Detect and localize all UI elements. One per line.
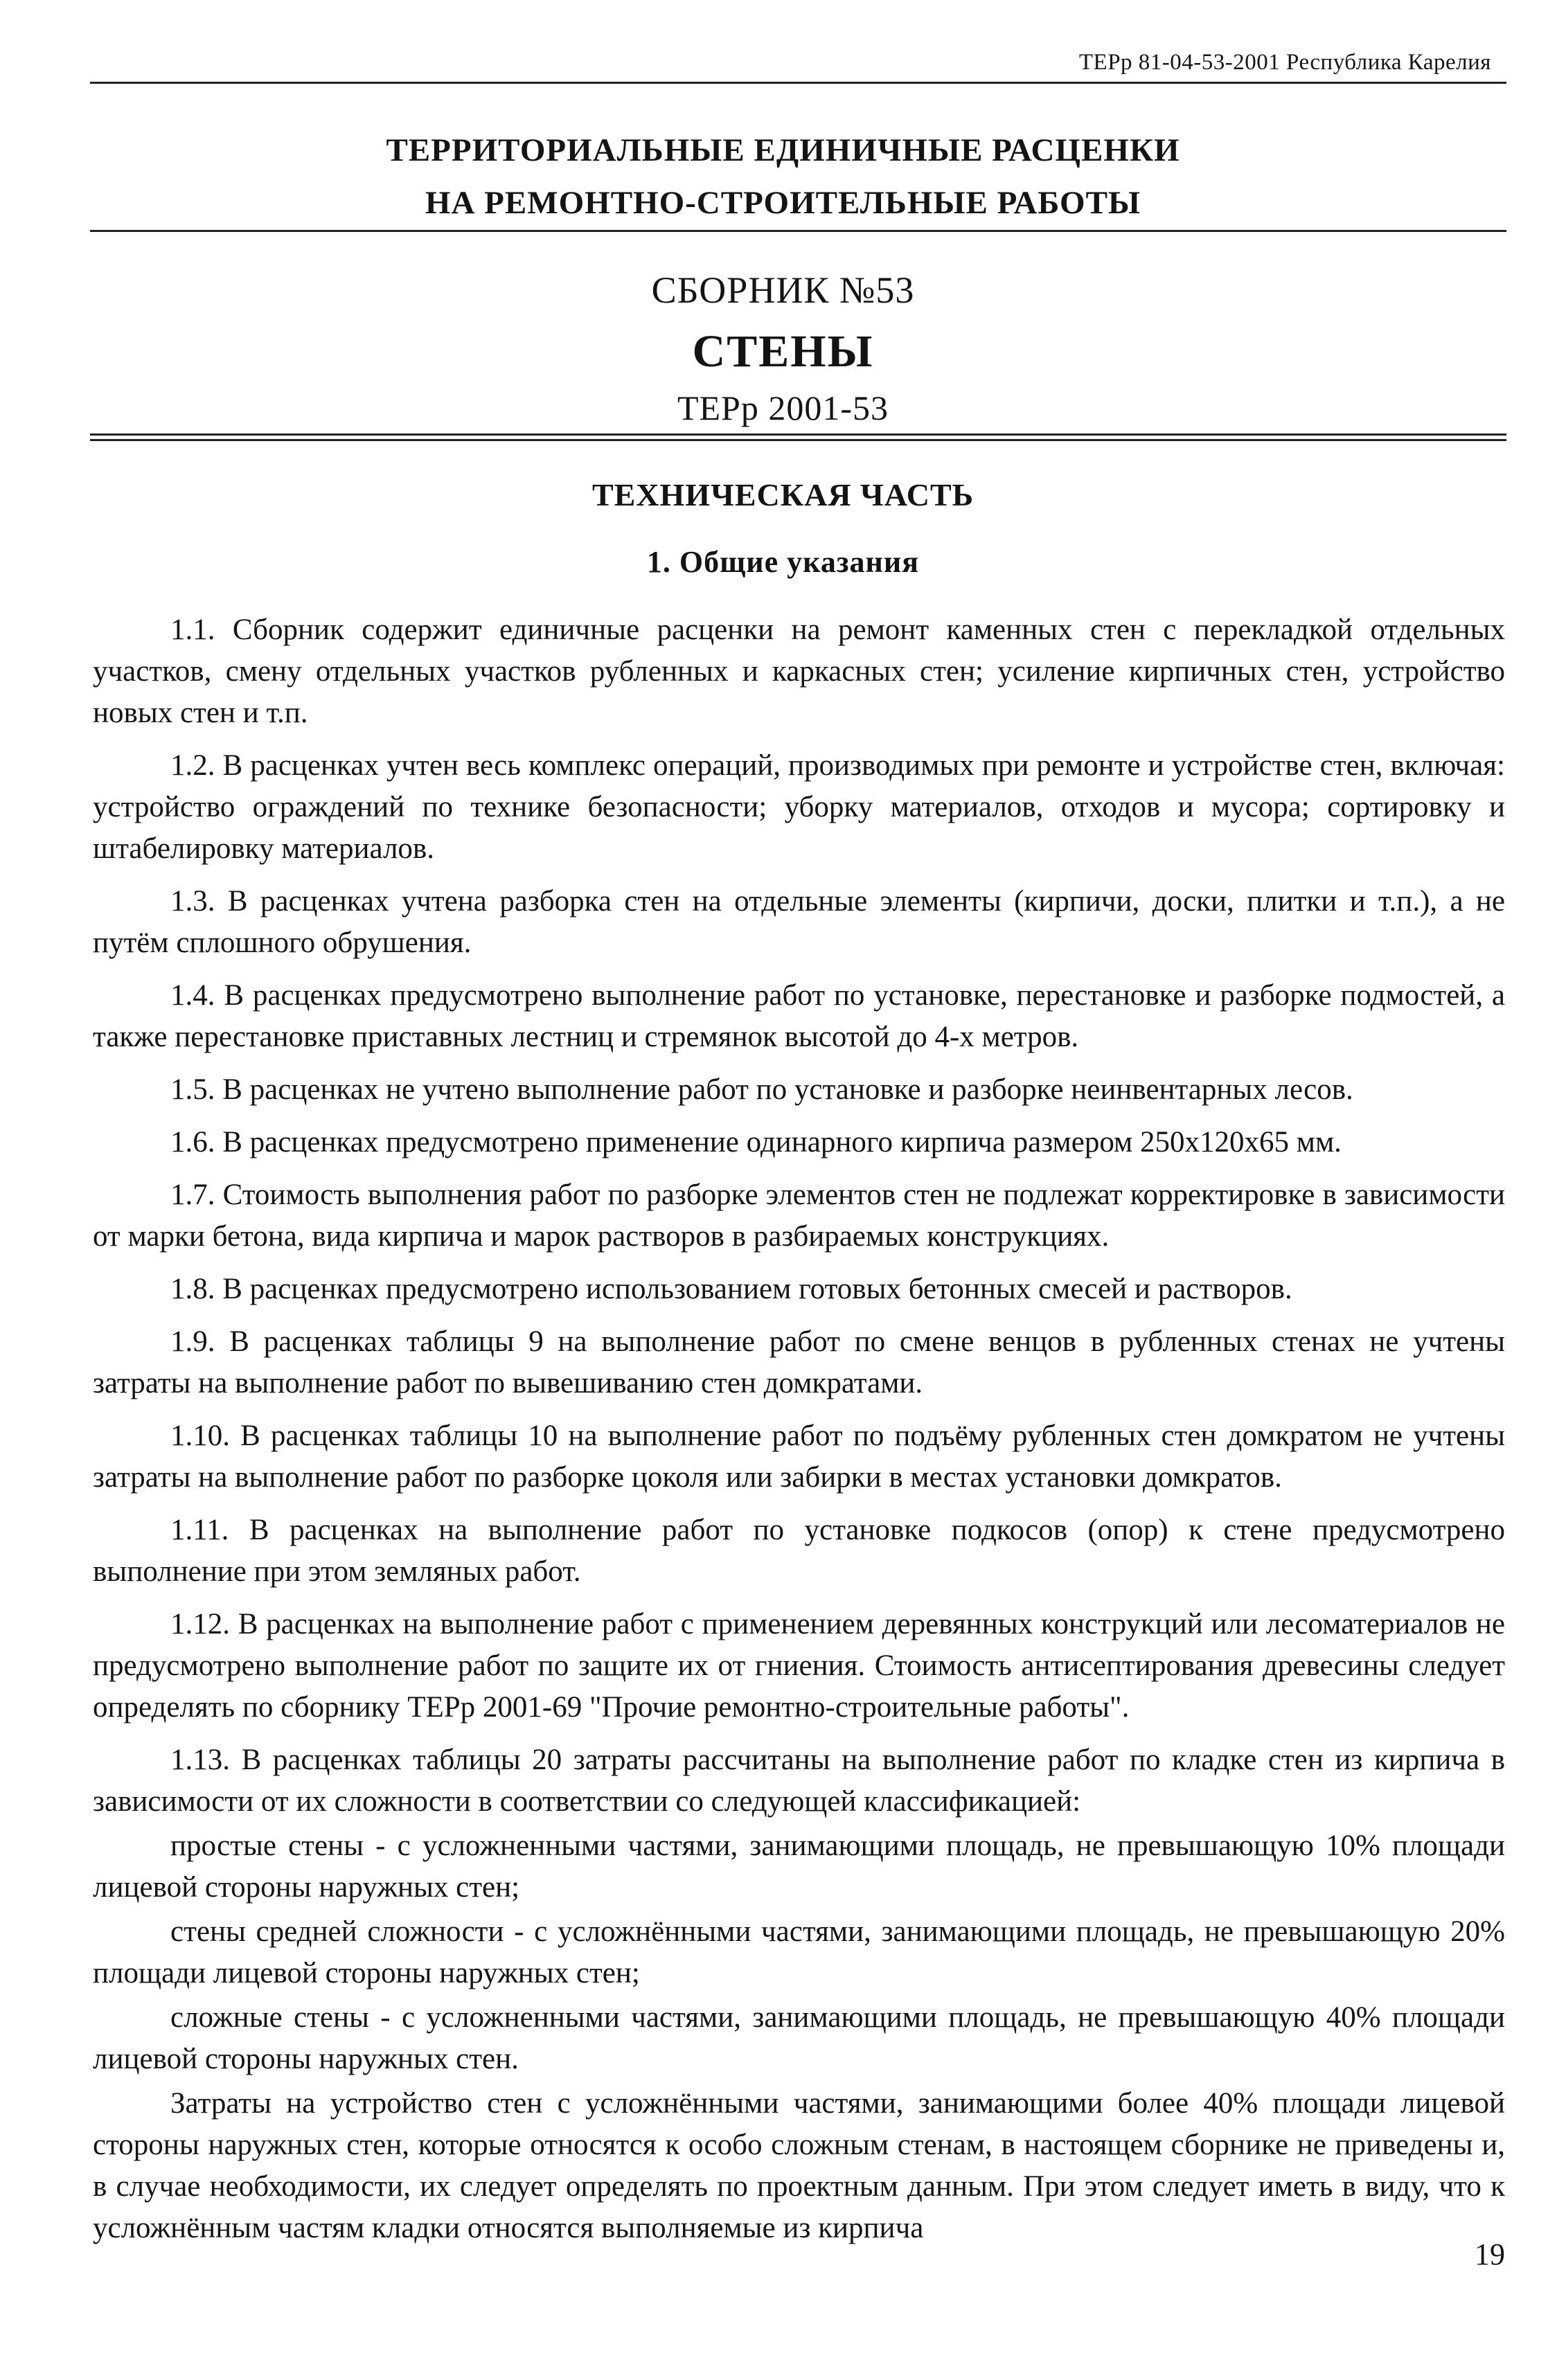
section-title: 1. Общие указания	[646, 545, 920, 579]
collection-number: СБОРНИК №53	[651, 269, 915, 311]
paragraph: 1.8. В расценках предусмотрено использованием готовых бетонных смесей и растворов.	[170, 1273, 1292, 1305]
header-rule	[90, 82, 1506, 84]
paragraph: 1.1. Сборник содержит единичные расценки на ремонт каменных стен с перекладкой отдельных участков, смену отдельных участков рубленных и каркасных стен; усиление кирпичных стен, устройство новых стен и т.п.	[93, 614, 1505, 729]
running-header: ТЕРр 81-04-53-2001 Республика Карелия	[1078, 50, 1491, 75]
paragraph: 1.2. В расценках учтен весь комплекс операций, производимых при ремонте и устройстве стен, включая: устройство ограждений по технике безопасности; уборку материалов, отходов и мусора; сортировку и штабелировку материалов.	[93, 749, 1505, 865]
body-text	[93, 609, 1505, 2249]
document-title-line-1: ТЕРРИТОРИАЛЬНЫЕ ЕДИНИЧНЫЕ РАСЦЕНКИ	[386, 132, 1180, 168]
paragraph: 1.9. В расценках таблицы 9 на выполнение работ по смене венцов в рубленных стенах не учтены затраты на выполнение работ по вывешиванию стен домкратами.	[93, 1325, 1505, 1399]
classification-item: простые стены - с усложненными частями, занимающими площадь, не превышающую 10% площади лицевой стороны наружных стен;	[93, 1829, 1505, 1904]
paragraph: 1.6. В расценках предусмотрено применение одинарного кирпича размером 250х120х65 мм.	[170, 1126, 1342, 1158]
paragraph: 1.11. В расценках на выполнение работ по установке подкосов (опор) к стене предусмотрено выполнение при этом земляных работ.	[93, 1514, 1505, 1588]
document-title-line-2: НА РЕМОНТНО-СТРОИТЕЛЬНЫЕ РАБОТЫ	[425, 185, 1141, 221]
paragraph: 1.10. В расценках таблицы 10 на выполнение работ по подъёму рубленных стен домкратом не учтены затраты на выполнение работ по разборке цоколя или забирки в местах установки домкратов.	[93, 1420, 1505, 1494]
part-title: ТЕХНИЧЕСКАЯ ЧАСТЬ	[591, 477, 975, 512]
collection-subject: СТЕНЫ	[692, 326, 874, 377]
paragraph: Затраты на устройство стен с усложнёнными частями, занимающими более 40% площади лицевой стороны наружных стен, которые относятся к особо сложным стенам, в настоящем сборнике не приведены и, в случае необходимости, их следует определять по проектным данным. При этом следует иметь в виду, что к усложнённым частям кладки относятся выполняемые из кирпича	[93, 2087, 1505, 2244]
paragraph: 1.4. В расценках предусмотрено выполнение работ по установке, перестановке и разборке подмостей, а также перестановке приставных лестниц и стремянок высотой до 4-х метров.	[93, 979, 1505, 1053]
paragraph: 1.7. Стоимость выполнения работ по разборке элементов стен не подлежат корректировке в зависимости от марки бетона, вида кирпича и марок растворов в разбираемых конструкциях.	[93, 1179, 1505, 1253]
collection-code: ТЕРр 2001-53	[677, 388, 889, 427]
paragraph: 1.3. В расценках учтена разборка стен на отдельные элементы (кирпичи, доски, плитки и т.п.), а не путём сплошного обрушения.	[93, 885, 1505, 959]
paragraph: 1.5. В расценках не учтено выполнение работ по установке и разборке неинвентарных лесов.	[170, 1073, 1353, 1106]
code-double-rule	[90, 433, 1506, 436]
page-number: 19	[1475, 2237, 1505, 2271]
paragraph: 1.13. В расценках таблицы 20 затраты рассчитаны на выполнение работ по кладке стен из кирпича в зависимости от их сложности в соответствии со следующей классификацией:	[93, 1744, 1505, 1818]
title-rule	[90, 230, 1506, 232]
classification-item: стены средней сложности - с усложнёнными частями, занимающими площадь, не превышающую 20% площади лицевой стороны наружных стен;	[93, 1915, 1505, 1989]
classification-item: сложные стены - с усложненными частями, занимающими площадь, не превышающую 40% площади лицевой стороны наружных стен.	[93, 2001, 1505, 2075]
paragraph: 1.12. В расценках на выполнение работ с применением деревянных конструкций или лесоматериалов не предусмотрено выполнение работ по защите их от гниения. Стоимость антисептирования древесины следует определять по сборнику ТЕРр 2001-69 "Прочие ремонтно-строительные работы".	[93, 1608, 1505, 1724]
